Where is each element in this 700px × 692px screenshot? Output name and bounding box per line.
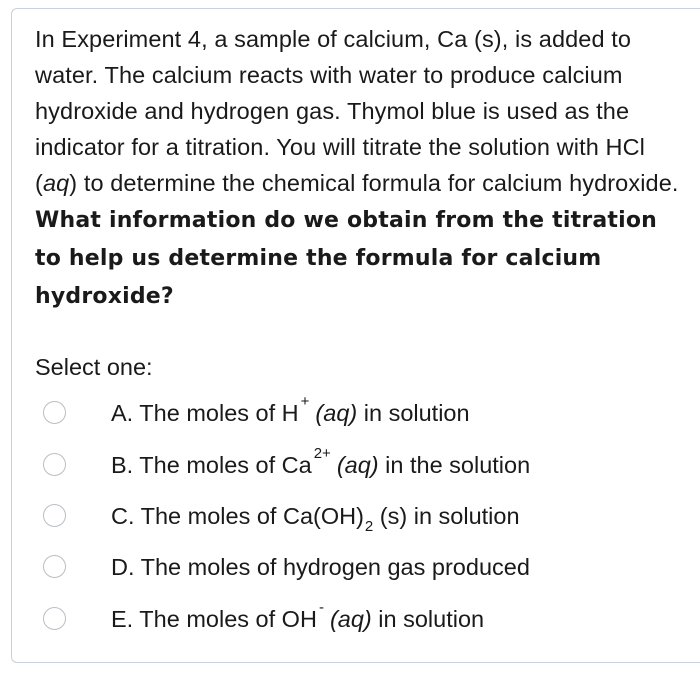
option-d[interactable] xyxy=(12,549,692,589)
option-c[interactable] xyxy=(12,498,692,538)
question-bold: What information do we obtain from the titration to help us determine the formula for calcium hydroxide? xyxy=(35,208,658,309)
subscript-2: 2 xyxy=(364,518,374,535)
question-aq: aq xyxy=(42,170,70,196)
option-b-label[interactable]: B. The moles of Ca $^{2+}$ (aq) in the solution xyxy=(111,445,531,478)
superscript-2plus: 2+ xyxy=(313,445,331,462)
option-b[interactable] xyxy=(12,447,692,487)
superscript-minus: - xyxy=(318,599,324,616)
question-after: ) to determine the chemical formula for calcium hydroxide. xyxy=(69,170,679,196)
select-one-label: Select one: xyxy=(35,354,153,380)
superscript-plus: + xyxy=(300,393,310,410)
radio-c[interactable] xyxy=(43,504,66,527)
question-text xyxy=(35,21,685,315)
radio-d[interactable] xyxy=(43,555,66,578)
question-plain: In Experiment 4, a sample of calcium, Ca (s), is added to water. The calcium reacts with water to produce calcium hydroxide and hydrogen gas. Thymol blue is used as the indicator for a titration. You will titrate the solution with HCl ( xyxy=(35,26,645,196)
radio-b[interactable] xyxy=(43,453,66,476)
option-e[interactable] xyxy=(12,601,692,641)
question-card xyxy=(11,8,700,663)
option-c-label[interactable]: C. The moles of $Ca(OH)_2$ (s) in solution xyxy=(111,503,520,535)
option-d-label[interactable]: D. The moles of hydrogen gas produced xyxy=(111,554,530,580)
radio-a[interactable] xyxy=(43,401,66,424)
option-a[interactable] xyxy=(12,395,692,435)
option-e-label[interactable]: E. The moles of OH - (aq) in solution xyxy=(111,599,485,632)
radio-e[interactable] xyxy=(43,607,66,630)
option-a-label[interactable]: A. The moles of H + (aq) in solution xyxy=(111,393,470,426)
